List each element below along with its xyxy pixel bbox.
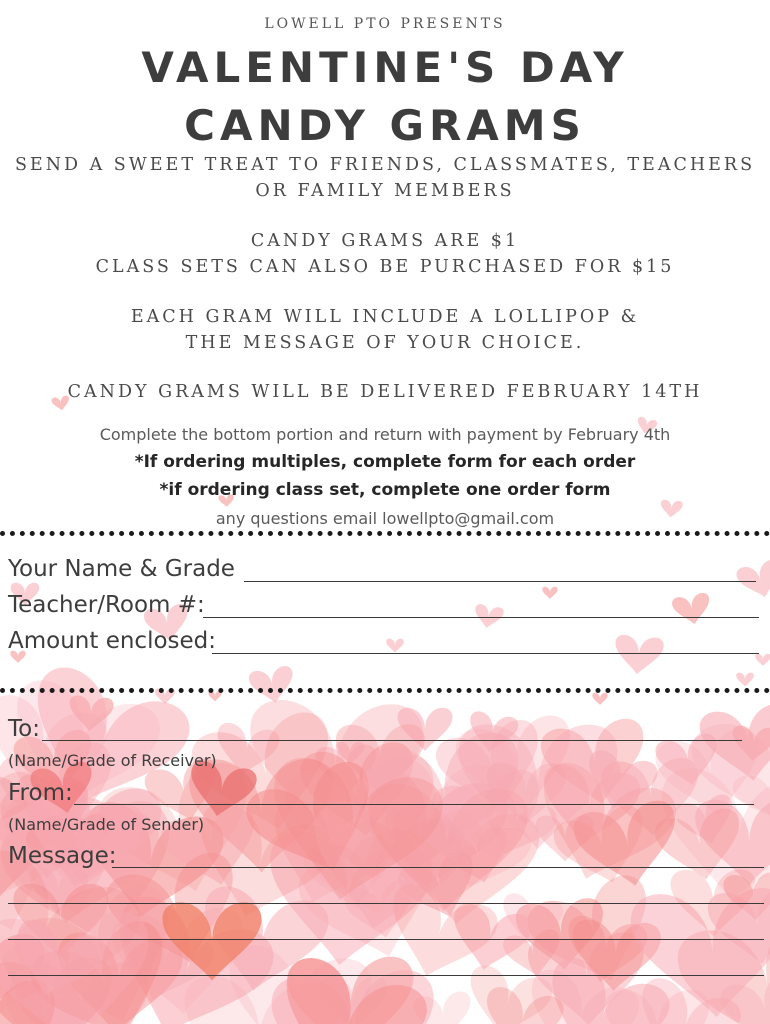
from-field[interactable]	[74, 804, 754, 805]
name-grade-field[interactable]	[244, 581, 756, 582]
from-hint: (Name/Grade of Sender)	[8, 815, 205, 834]
amount-field[interactable]	[212, 653, 759, 654]
message-row	[8, 843, 117, 869]
message-field-line-2[interactable]	[8, 903, 764, 904]
to-label: To:	[8, 716, 40, 742]
instructions-text: Complete the bottom portion and return with payment by February 4th	[99, 425, 671, 444]
amount-label: Amount enclosed:	[8, 628, 217, 654]
message-label: Message:	[8, 843, 117, 869]
subtitle-line-2: OR FAMILY MEMBERS	[255, 181, 515, 201]
teacher-room-field[interactable]	[203, 617, 759, 618]
name-grade-label: Your Name & Grade	[8, 556, 235, 582]
name-grade-row	[8, 556, 235, 582]
cut-line-top	[0, 531, 770, 536]
message-field-line-3[interactable]	[8, 939, 764, 940]
from-label: From:	[8, 780, 73, 806]
subtitle-line-1: SEND A SWEET TREAT TO FRIENDS, CLASSMATES, TEACHERS	[14, 155, 756, 175]
include-line-2: THE MESSAGE OF YOUR CHOICE.	[185, 333, 585, 353]
to-row	[8, 716, 40, 742]
teacher-room-row	[8, 592, 205, 618]
to-hint: (Name/Grade of Receiver)	[8, 751, 217, 770]
kicker-text: LOWELL PTO PRESENTS	[264, 16, 506, 32]
message-field-line-1[interactable]	[112, 867, 764, 868]
cut-line-bottom	[0, 688, 770, 693]
to-field[interactable]	[42, 740, 742, 741]
contact-email: any questions email lowellpto@gmail.com	[215, 509, 555, 528]
title-line-1: VALENTINE'S DAY	[141, 43, 629, 92]
multiples-note: *If ordering multiples, complete form for each order	[134, 452, 636, 472]
include-line-1: EACH GRAM WILL INCLUDE A LOLLIPOP &	[130, 307, 640, 327]
class-set-note: *if ordering class set, complete one order form	[159, 480, 611, 500]
from-row	[8, 780, 73, 806]
price-line-1: CANDY GRAMS ARE $1	[250, 231, 520, 251]
delivery-text: CANDY GRAMS WILL BE DELIVERED FEBRUARY 14TH	[67, 382, 703, 402]
message-field-line-4[interactable]	[8, 975, 764, 976]
price-line-2: CLASS SETS CAN ALSO BE PURCHASED FOR $15	[95, 257, 675, 277]
title-line-2: CANDY GRAMS	[184, 101, 586, 150]
amount-row	[8, 628, 216, 654]
teacher-room-label: Teacher/Room #:	[8, 592, 205, 618]
